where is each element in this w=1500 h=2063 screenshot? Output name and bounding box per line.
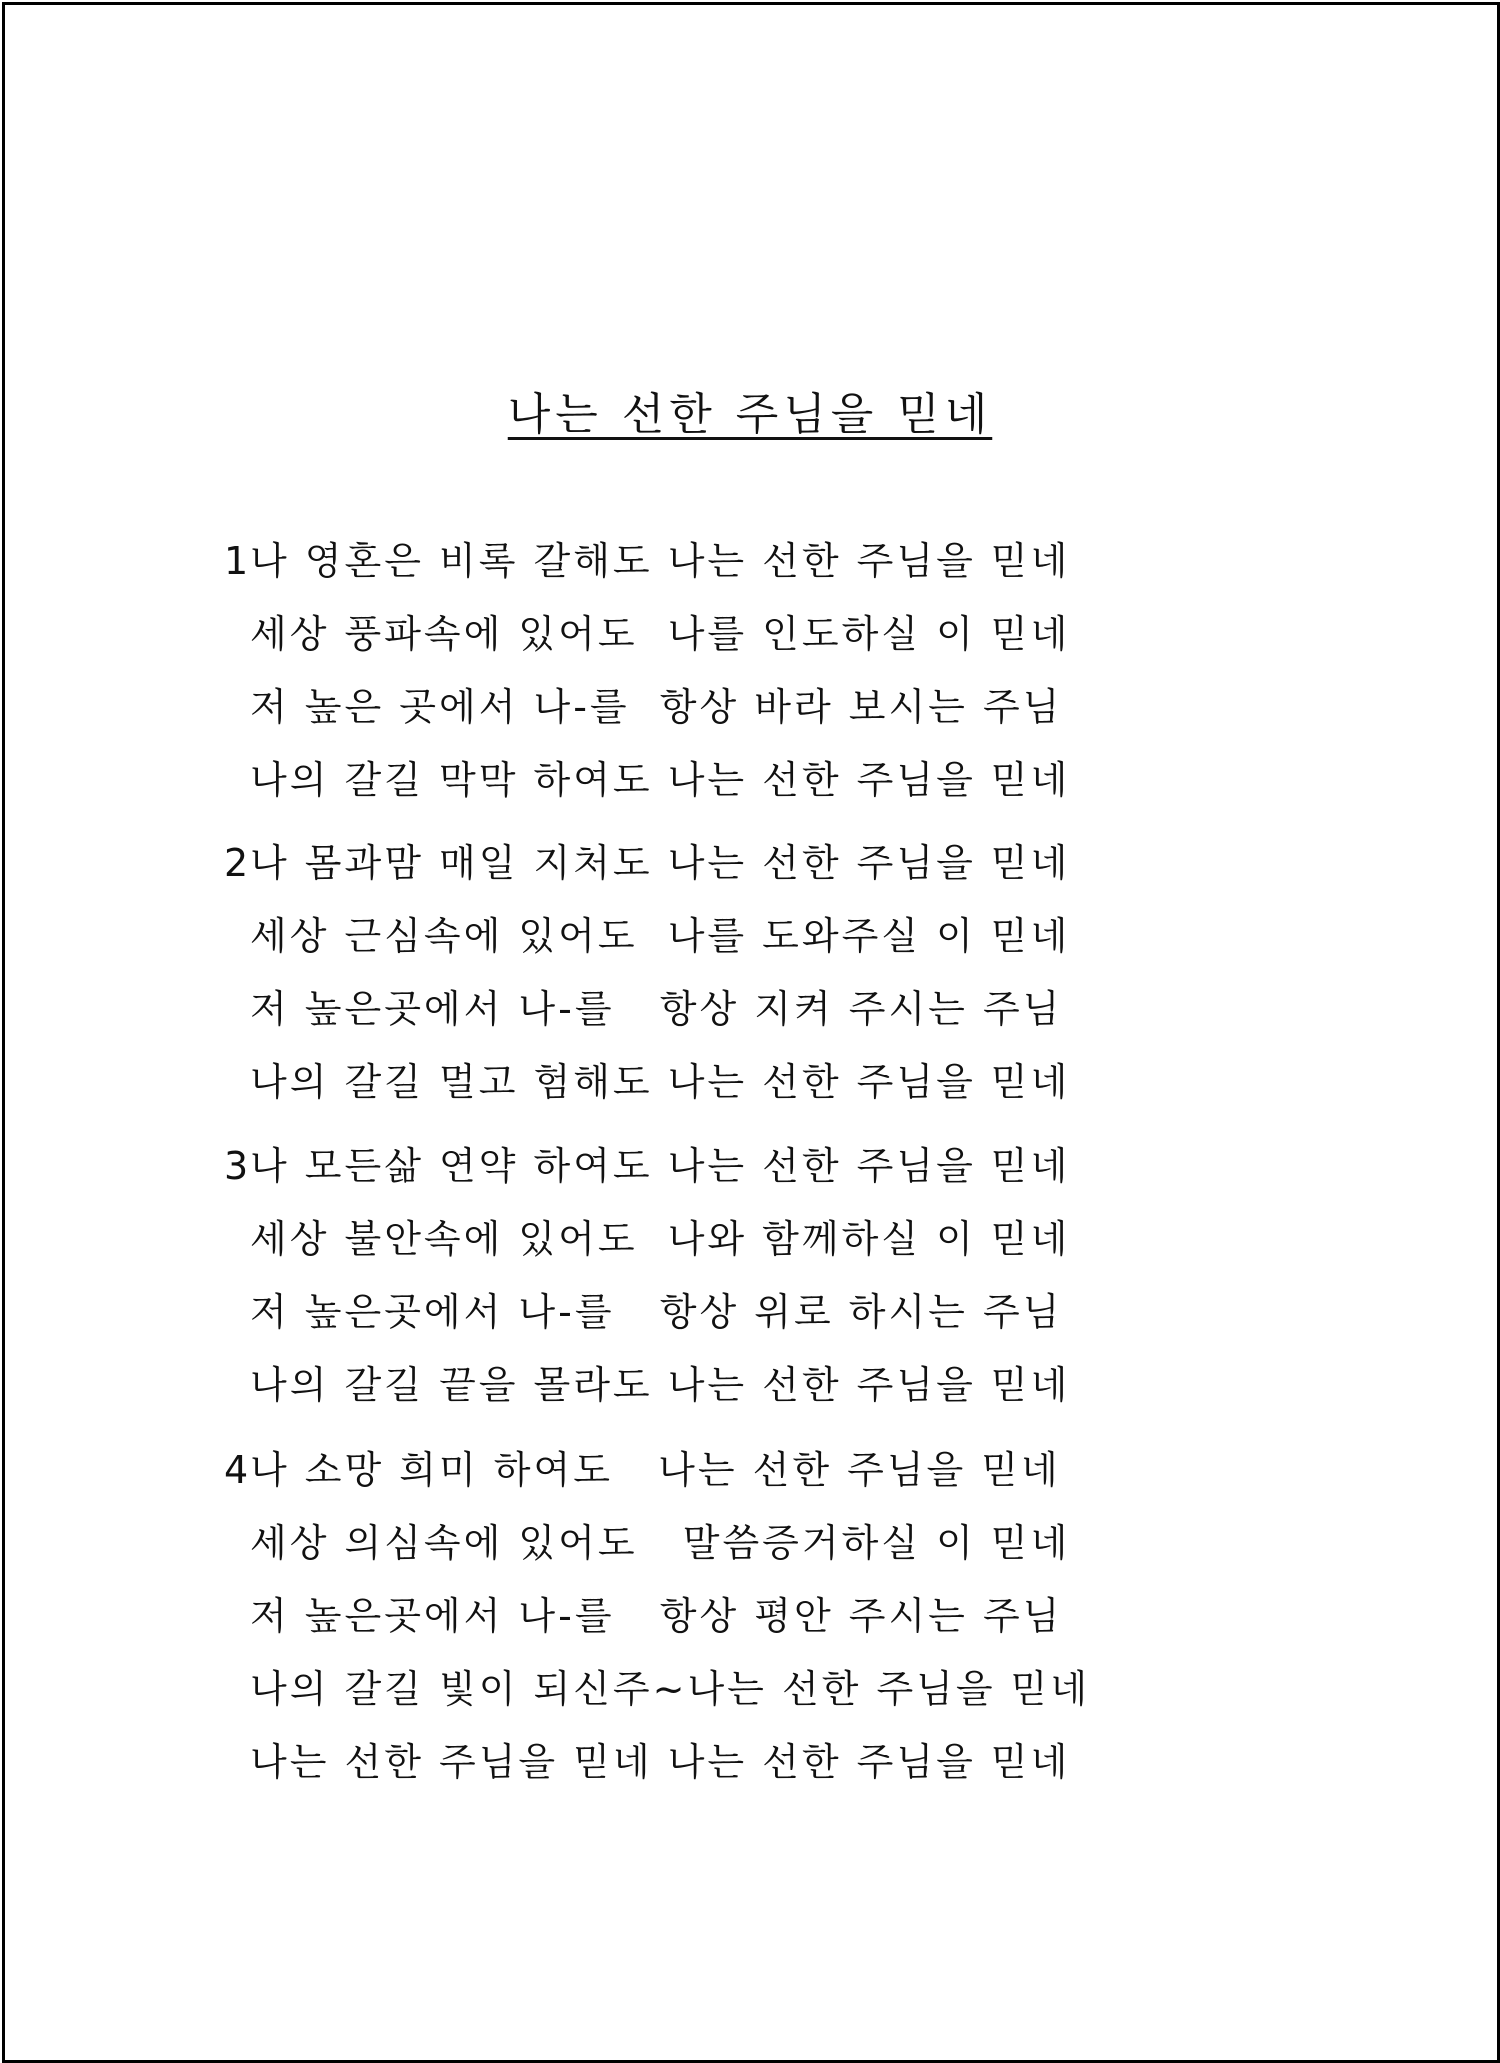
verse-line	[220, 973, 1180, 1046]
verse-1	[220, 525, 1180, 817]
lyric-text: 나의 갈길 끝을 몰라도 나는 선한 주님을 믿네	[250, 1363, 1071, 1407]
verse-line	[220, 1434, 1180, 1507]
verse-line	[220, 1130, 1180, 1203]
verse-2	[220, 827, 1180, 1119]
verse-line	[220, 900, 1180, 973]
lyric-text: 나의 갈길 막막 하여도 나는 선한 주님을 믿네	[250, 758, 1071, 802]
verse-line	[220, 1507, 1180, 1580]
lyric-text: 저 높은 곳에서 나-를 항상 바라 보시는 주님	[250, 685, 1063, 729]
verse-line	[220, 1653, 1180, 1726]
verse-line	[220, 1046, 1180, 1119]
verse-line	[220, 1726, 1180, 1799]
lyric-text: 저 높은곳에서 나-를 항상 위로 하시는 주님	[250, 1290, 1063, 1334]
lyric-text: 저 높은곳에서 나-를 항상 평안 주시는 주님	[250, 1594, 1063, 1638]
lyric-text: 나 영혼은 비록 갈해도 나는 선한 주님을 믿네	[250, 539, 1071, 583]
verse-number: 4	[224, 1448, 252, 1492]
verse-line	[220, 1203, 1180, 1276]
lyric-text: 세상 불안속에 있어도 나와 함께하실 이 믿네	[250, 1217, 1071, 1261]
lyric-text: 나 모든삶 연약 하여도 나는 선한 주님을 믿네	[250, 1144, 1071, 1188]
lyric-text: 나의 갈길 빛이 되신주~나는 선한 주님을 믿네	[250, 1667, 1091, 1711]
verse-number: 3	[224, 1144, 252, 1188]
verse-line	[220, 671, 1180, 744]
verse-line	[220, 525, 1180, 598]
verse-line	[220, 827, 1180, 900]
verse-3	[220, 1130, 1180, 1422]
lyric-text: 세상 풍파속에 있어도 나를 인도하실 이 믿네	[250, 612, 1071, 656]
verse-number: 1	[224, 539, 252, 583]
lyric-text: 나 몸과맘 매일 지처도 나는 선한 주님을 믿네	[250, 841, 1071, 885]
lyric-text: 나의 갈길 멀고 험해도 나는 선한 주님을 믿네	[250, 1060, 1071, 1104]
verse-line	[220, 1349, 1180, 1422]
lyric-text: 저 높은곳에서 나-를 항상 지켜 주시는 주님	[250, 987, 1063, 1031]
title-text: 나는 선한 주님을 믿네	[507, 389, 993, 440]
verse-line	[220, 598, 1180, 671]
verse-line	[220, 1580, 1180, 1653]
lyric-text: 세상 의심속에 있어도 말씀증거하실 이 믿네	[250, 1521, 1071, 1565]
lyric-text: 나는 선한 주님을 믿네 나는 선한 주님을 믿네	[250, 1740, 1071, 1784]
lyric-text: 나 소망 희미 하여도 나는 선한 주님을 믿네	[250, 1448, 1061, 1492]
verse-line	[220, 1276, 1180, 1349]
verse-line	[220, 744, 1180, 817]
verse-4	[220, 1434, 1180, 1799]
lyric-text: 세상 근심속에 있어도 나를 도와주실 이 믿네	[250, 914, 1071, 958]
verse-number: 2	[224, 841, 252, 885]
page-title	[0, 388, 1500, 442]
